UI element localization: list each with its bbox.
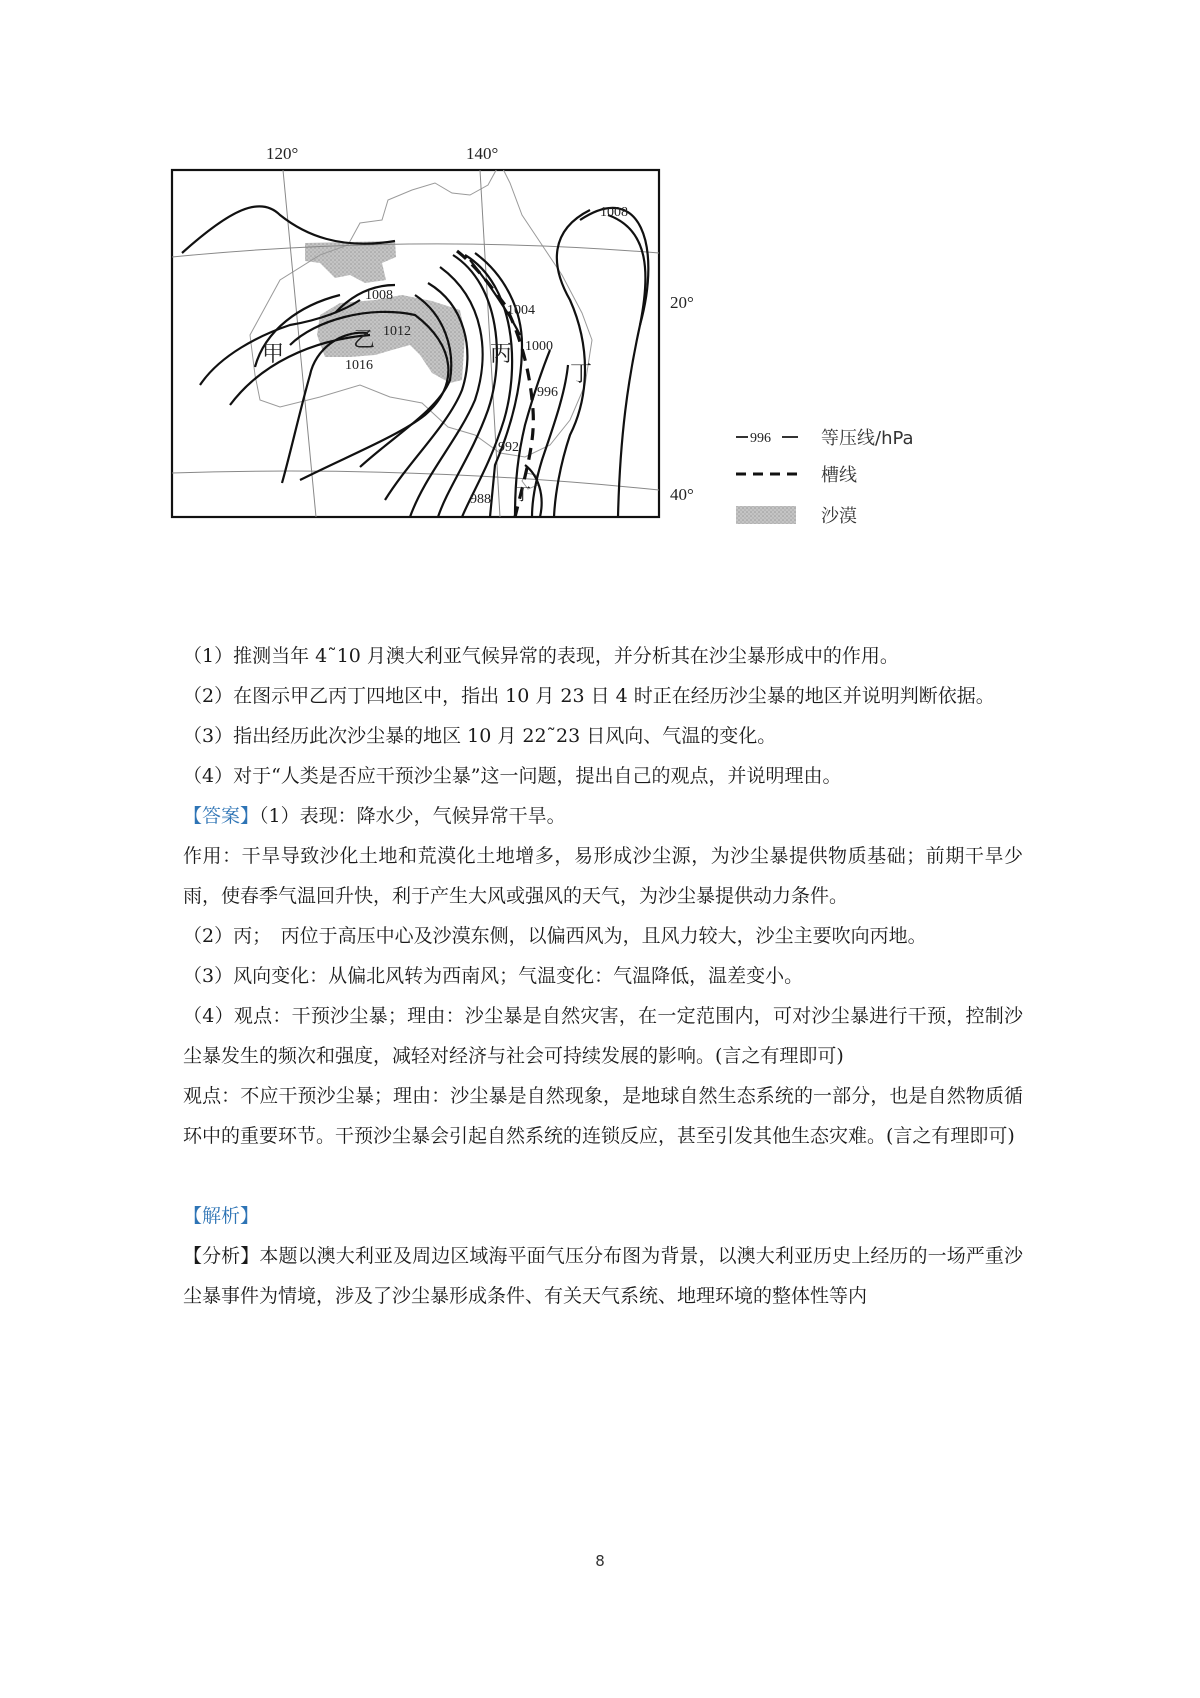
isobar-label: 1004 (507, 303, 535, 318)
region-label-yi: 乙 (353, 327, 376, 352)
legend-isobar-label: 等压线/hPa (821, 428, 914, 449)
answer-line: 观点：不应干预沙尘暴；理由：沙尘暴是自然现象，是地球自然生态系统的一部分，也是自然物质循环中的重要环节。干预沙尘暴会引起自然系统的连锁反应，甚至引发其他生态灾难。(言之有理即可) (183, 1085, 1023, 1147)
isobar-label: 996 (537, 385, 558, 400)
analysis-sub-tag: 【分析】 (183, 1245, 260, 1267)
region-label-bing: 丙 (490, 341, 513, 366)
question-1: （1）推测当年 4˜10 月澳大利亚气候异常的表现，并分析其在沙尘暴形成中的作用。 (183, 645, 899, 667)
isobar-label: 1000 (525, 339, 553, 354)
lon-label-120: 120° (266, 144, 299, 163)
document-body (183, 636, 1023, 1316)
answer-line: （4）观点：干预沙尘暴；理由：沙尘暴是自然灾害，在一定范围内，可对沙尘暴进行干预，控制沙尘暴发生的频次和强度，减轻对经济与社会可持续发展的影响。(言之有理即可) (183, 1005, 1023, 1067)
answer-first-line (183, 796, 1023, 836)
analysis-tag: 【解析】 (183, 1205, 260, 1227)
isobar-label: 988 (470, 492, 491, 507)
legend-trough-label: 槽线 (821, 465, 857, 486)
legend-desert-swatch (736, 506, 796, 524)
answer-line: 作用：干旱导致沙化土地和荒漠化土地增多，易形成沙尘源，为沙尘暴提供物质基础；前期干旱少雨，使春季气温回升快，利于产生大风或强风的天气，为沙尘暴提供动力条件。 (183, 845, 1023, 907)
isobar-label: 1008 (365, 288, 393, 303)
lat-label-40: 40° (670, 485, 694, 504)
isobar-label: 1008 (600, 205, 628, 220)
question-4: （4）对于“人类是否应干预沙尘暴”这一问题，提出自己的观点，并说明理由。 (183, 765, 842, 787)
lat-label-20: 20° (670, 293, 694, 312)
isobar-label: 992 (498, 440, 519, 455)
answer-line: （3）风向变化：从偏北风转为西南风；气温变化：气温降低，温差变小。 (183, 965, 804, 987)
region-label-ding: 丁 (570, 361, 593, 386)
map-legend (736, 428, 914, 527)
pressure-map (170, 135, 1070, 605)
page-number: 8 (595, 1552, 605, 1570)
answer-line: （2）丙； 丙位于高压中心及沙漠东侧，以偏西风为，且风力较大，沙尘主要吹向丙地。 (183, 925, 927, 947)
legend-isobar-value: 996 (750, 431, 771, 446)
isobar-label: 1016 (345, 358, 373, 373)
answer-text: （1）表现：降水少，气候异常干旱。 (259, 805, 566, 827)
question-2: （2）在图示甲乙丙丁四地区中，指出 10 月 23 日 4 时正在经历沙尘暴的地区并说明判断依据。 (183, 685, 995, 707)
analysis-body: 本题以澳大利亚及周边区域海平面气压分布图为背景，以澳大利亚历史上经历的一场严重沙尘暴事件为情境，涉及了沙尘暴形成条件、有关天气系统、地理环境的整体性等内 (183, 1245, 1023, 1307)
answer-tag: 【答案】 (183, 805, 260, 827)
isobar-label: 1012 (383, 324, 411, 339)
legend-desert-label: 沙漠 (821, 506, 857, 527)
analysis-text (183, 1236, 1023, 1316)
region-label-jia: 甲 (262, 341, 285, 366)
region-label-ding-south: 丁 (514, 485, 531, 504)
lon-label-140: 140° (466, 144, 499, 163)
question-3: （3）指出经历此次沙尘暴的地区 10 月 22˜23 日风向、气温的变化。 (183, 725, 777, 747)
